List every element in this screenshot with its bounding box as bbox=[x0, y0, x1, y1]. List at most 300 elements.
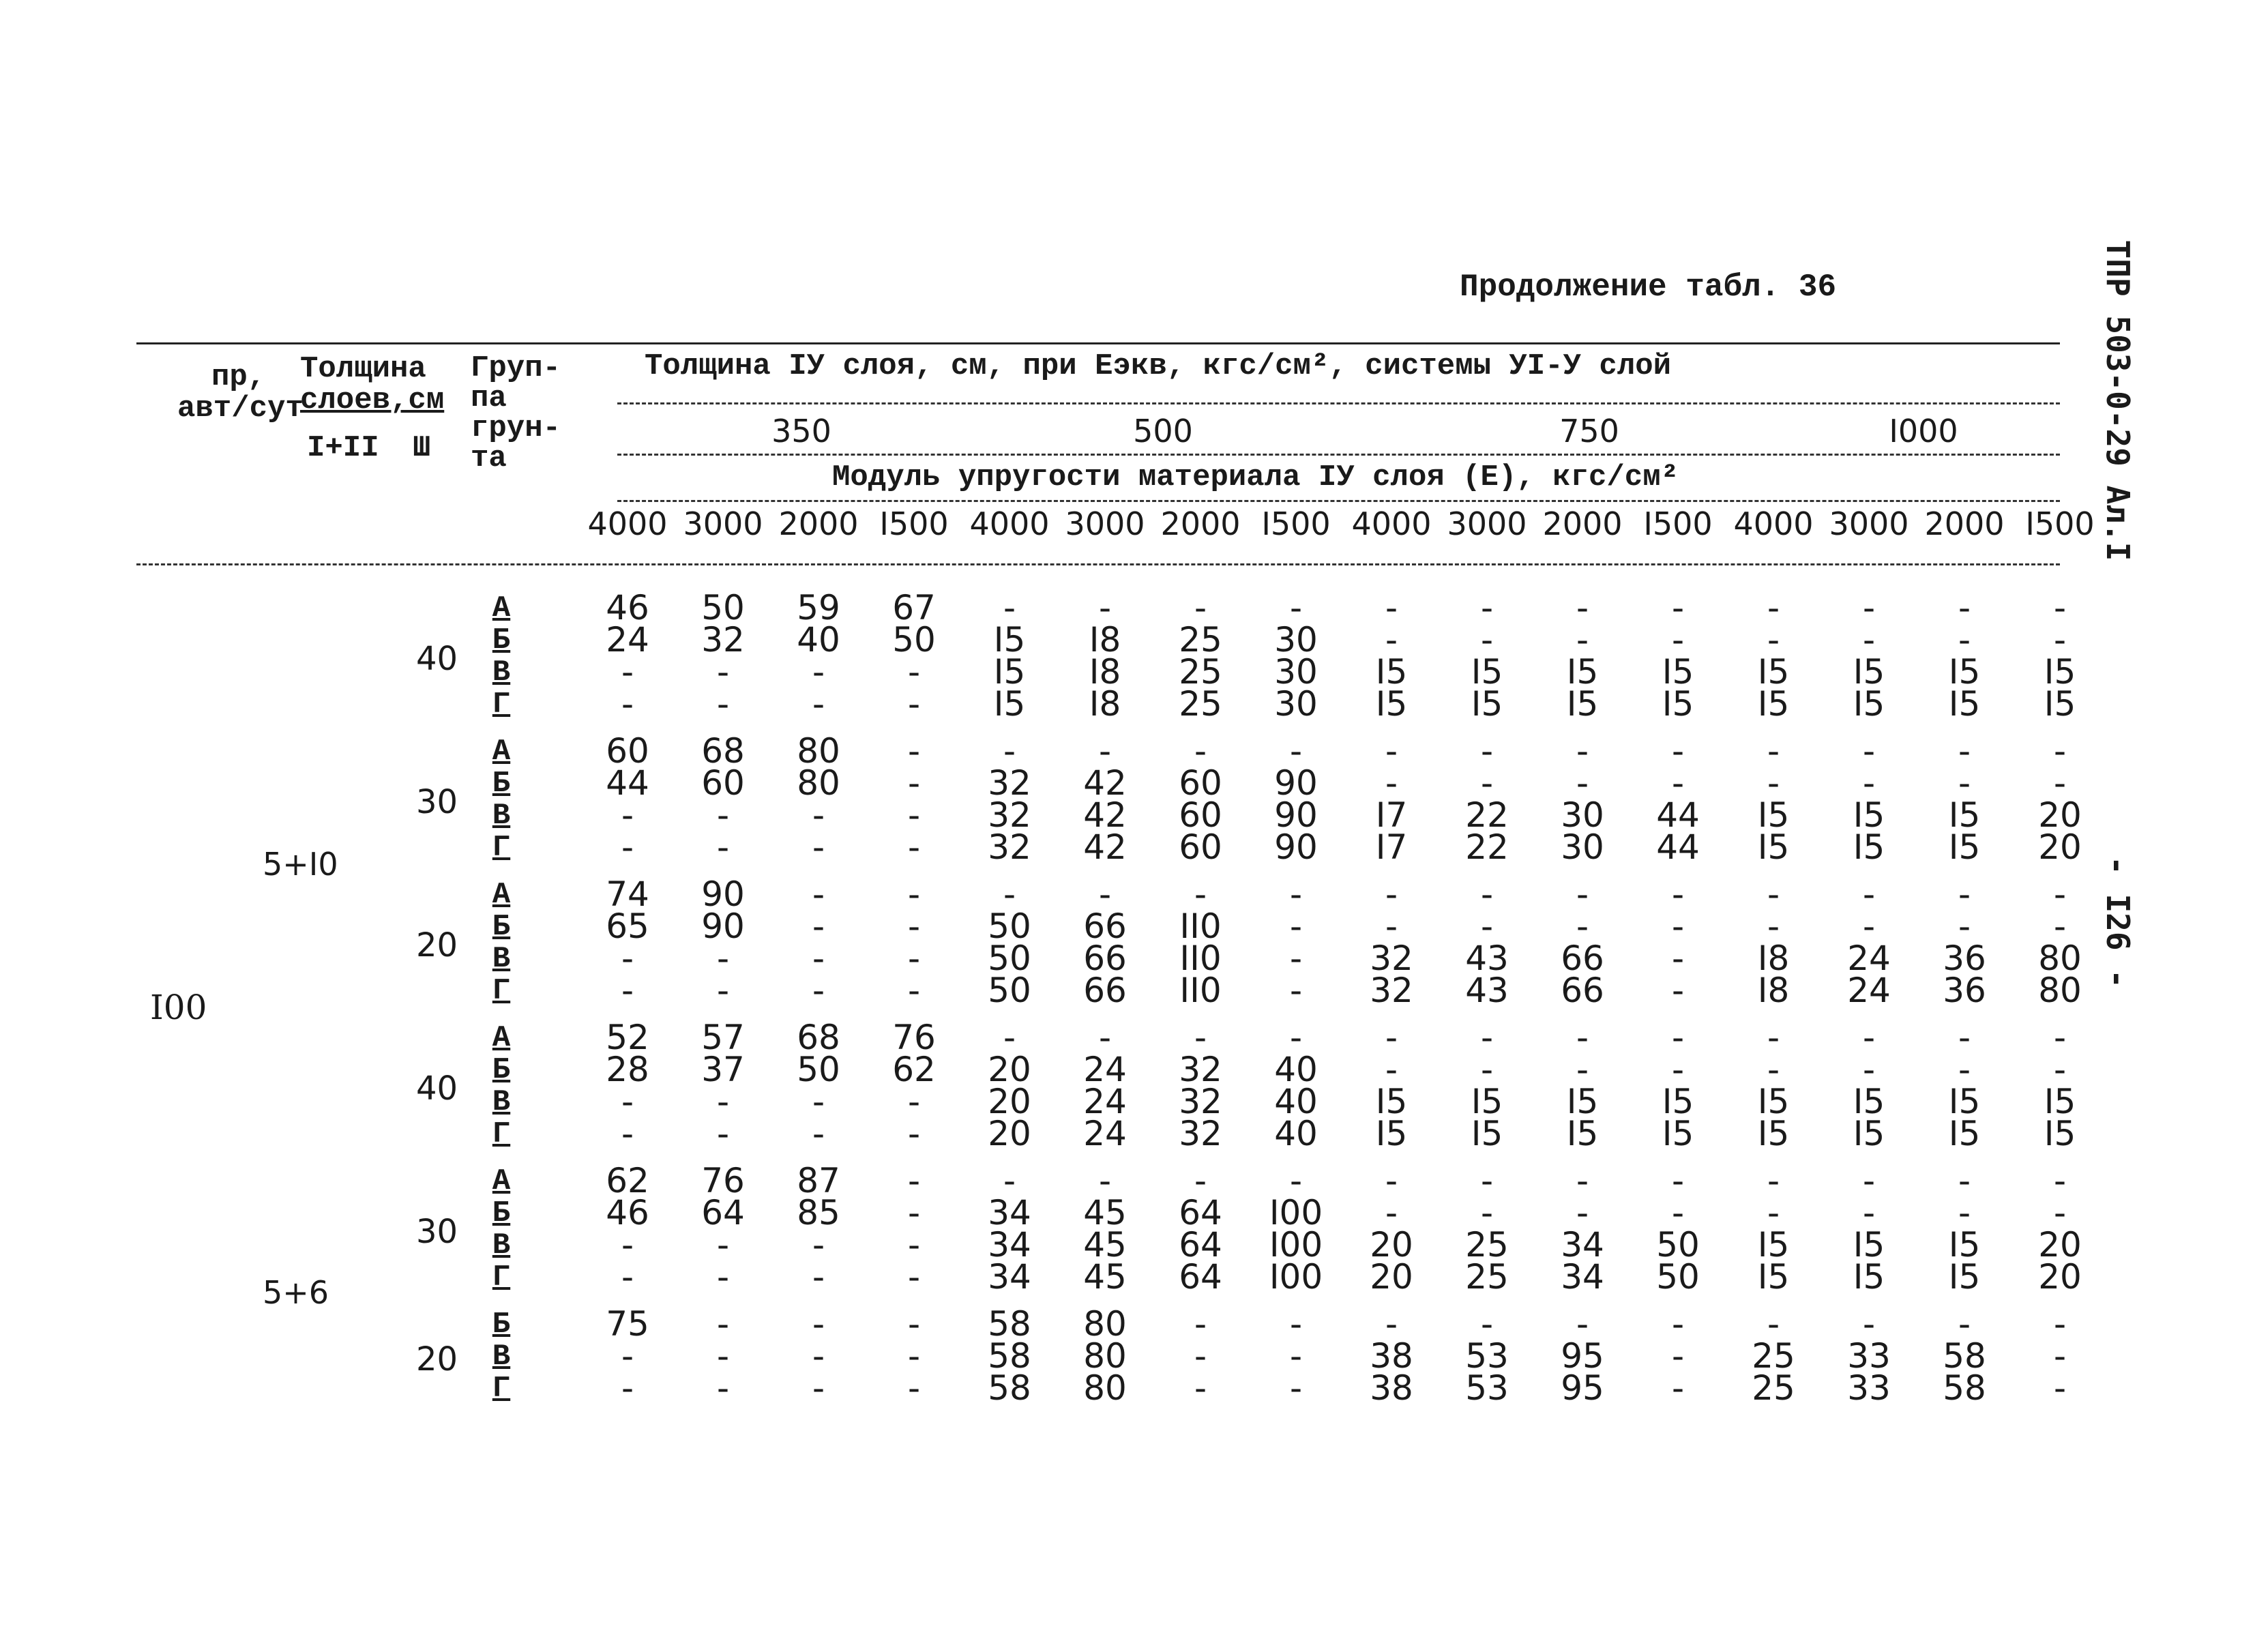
table-cell: - bbox=[812, 971, 825, 1010]
eekv-value-350: 350 bbox=[771, 413, 831, 449]
table-cell: - bbox=[716, 1368, 730, 1408]
table-cell: - bbox=[1480, 588, 1494, 628]
soil-group-label: А bbox=[492, 591, 511, 625]
table-cell: 58 bbox=[988, 1368, 1031, 1408]
table-cell: 87 bbox=[797, 1161, 840, 1200]
table-cell: - bbox=[1194, 731, 1207, 771]
modulus-rule-top bbox=[617, 454, 2060, 456]
table-cell: - bbox=[2053, 1193, 2067, 1233]
table-cell: - bbox=[1671, 763, 1685, 803]
table-cell: - bbox=[1385, 763, 1398, 803]
table-cell: 60 bbox=[701, 763, 745, 803]
modulus-header-cell: 2000 bbox=[1160, 505, 1241, 542]
table-cell: 60 bbox=[1179, 795, 1222, 835]
table-cell: 34 bbox=[988, 1193, 1031, 1233]
table-cell: I7 bbox=[1375, 827, 1408, 867]
table-cell: - bbox=[1576, 906, 1589, 946]
table-cell: 75 bbox=[606, 1304, 649, 1344]
table-cell: 95 bbox=[1561, 1368, 1604, 1408]
table-cell: 74 bbox=[606, 874, 649, 914]
col-group-line1: Груп- bbox=[471, 351, 561, 385]
table-cell: 38 bbox=[1370, 1368, 1413, 1408]
table-cell: 24 bbox=[1083, 1050, 1127, 1089]
modulus-header-cell: I500 bbox=[2025, 505, 2095, 542]
table-cell: - bbox=[812, 652, 825, 692]
table-cell: - bbox=[1385, 1161, 1398, 1200]
modulus-header-cell: 2000 bbox=[778, 505, 859, 542]
table-cell: - bbox=[1862, 731, 1876, 771]
table-cell: - bbox=[716, 939, 730, 978]
table-cell: I5 bbox=[1948, 1114, 1981, 1153]
table-cell: 32 bbox=[1179, 1050, 1222, 1089]
table-cell: 90 bbox=[701, 906, 745, 946]
table-cell: 59 bbox=[797, 588, 840, 628]
table-cell: - bbox=[1958, 1193, 1971, 1233]
table-cell: 58 bbox=[1943, 1336, 1986, 1376]
table-cell: I5 bbox=[1375, 652, 1408, 692]
table-cell: - bbox=[1671, 588, 1685, 628]
table-cell: 20 bbox=[988, 1050, 1031, 1089]
table-cell: 25 bbox=[1179, 684, 1222, 724]
table-cell: - bbox=[1958, 874, 1971, 914]
table-cell: - bbox=[1767, 906, 1780, 946]
table-cell: - bbox=[1671, 1304, 1685, 1344]
table-cell: I5 bbox=[1853, 684, 1885, 724]
table-cell: I5 bbox=[2044, 1114, 2076, 1153]
table-cell: I5 bbox=[1566, 1114, 1599, 1153]
table-cell: - bbox=[1767, 1018, 1780, 1057]
table-cell: - bbox=[1576, 588, 1589, 628]
table-cell: 57 bbox=[701, 1018, 745, 1057]
table-cell: - bbox=[716, 795, 730, 835]
table-cell: - bbox=[1958, 763, 1971, 803]
soil-group-label: Б bbox=[492, 910, 511, 944]
table-cell: - bbox=[812, 874, 825, 914]
soil-group-label: Г bbox=[492, 688, 511, 722]
table-cell: II0 bbox=[1179, 906, 1222, 946]
table-cell: I5 bbox=[1375, 1114, 1408, 1153]
col-group-header bbox=[471, 353, 561, 473]
col-traffic-header bbox=[177, 362, 304, 424]
table-cell: 40 bbox=[1274, 1050, 1318, 1089]
soil-group-label: Г bbox=[492, 1372, 511, 1406]
table-cell: 53 bbox=[1465, 1336, 1509, 1376]
table-cell: - bbox=[621, 1082, 634, 1121]
table-cell: - bbox=[812, 795, 825, 835]
table-cell: I8 bbox=[1089, 652, 1121, 692]
table-cell: - bbox=[716, 827, 730, 867]
layer3-thickness: 20 bbox=[416, 926, 458, 964]
col-group-line3: грун- bbox=[471, 411, 561, 445]
table-cell: - bbox=[1194, 588, 1207, 628]
table-cell: I8 bbox=[1089, 620, 1121, 660]
table-cell: 64 bbox=[1179, 1225, 1222, 1265]
table-cell: 30 bbox=[1274, 684, 1318, 724]
table-cell: 62 bbox=[892, 1050, 936, 1089]
table-cell: 32 bbox=[1179, 1114, 1222, 1153]
modulus-rule-bottom bbox=[617, 500, 2060, 502]
table-cell: - bbox=[1862, 1193, 1876, 1233]
table-cell: 34 bbox=[1561, 1225, 1604, 1265]
table-cell: - bbox=[1480, 1193, 1494, 1233]
table-cell: - bbox=[621, 652, 634, 692]
table-cell: - bbox=[1767, 1161, 1780, 1200]
table-cell: - bbox=[1194, 1336, 1207, 1376]
table-cell: - bbox=[1289, 971, 1303, 1010]
table-cell: - bbox=[1289, 1161, 1303, 1200]
table-cell: - bbox=[1958, 588, 1971, 628]
table-cell: I5 bbox=[1948, 1225, 1981, 1265]
table-cell: I5 bbox=[2044, 684, 2076, 724]
table-cell: - bbox=[907, 652, 921, 692]
table-cell: I5 bbox=[1566, 1082, 1599, 1121]
table-cell: - bbox=[2053, 1050, 2067, 1089]
table-cell: - bbox=[716, 1304, 730, 1344]
table-cell: - bbox=[1671, 1193, 1685, 1233]
table-cell: - bbox=[907, 827, 921, 867]
col-thickness-line2: слоев,см bbox=[300, 383, 445, 418]
modulus-header-cell: 3000 bbox=[1447, 505, 1527, 542]
table-cell: 20 bbox=[1370, 1257, 1413, 1297]
table-cell: 24 bbox=[606, 620, 649, 660]
table-cell: - bbox=[907, 971, 921, 1010]
table-cell: 90 bbox=[1274, 795, 1318, 835]
table-cell: - bbox=[2053, 1161, 2067, 1200]
table-cell: - bbox=[621, 795, 634, 835]
table-cell: - bbox=[2053, 763, 2067, 803]
table-cell: - bbox=[907, 763, 921, 803]
table-cell: I5 bbox=[1757, 1257, 1790, 1297]
table-cell: 45 bbox=[1083, 1225, 1127, 1265]
table-cell: - bbox=[2053, 906, 2067, 946]
table-cell: 43 bbox=[1465, 971, 1509, 1010]
soil-group-label: В bbox=[492, 942, 511, 976]
table-cell: - bbox=[1576, 1161, 1589, 1200]
table-cell: - bbox=[716, 684, 730, 724]
table-cell: - bbox=[1576, 874, 1589, 914]
table-cell: - bbox=[1289, 1018, 1303, 1057]
table-cell: 50 bbox=[988, 906, 1031, 946]
table-cell: - bbox=[1289, 874, 1303, 914]
table-cell: - bbox=[907, 795, 921, 835]
table-cell: - bbox=[907, 1193, 921, 1233]
table-cell: - bbox=[907, 939, 921, 978]
table-cell: - bbox=[1289, 1368, 1303, 1408]
table-cell: 58 bbox=[988, 1304, 1031, 1344]
table-cell: 25 bbox=[1465, 1257, 1509, 1297]
table-cell: - bbox=[907, 1082, 921, 1121]
soil-group-label: Б bbox=[492, 1308, 511, 1342]
table-cell: - bbox=[812, 827, 825, 867]
table-cell: - bbox=[1003, 874, 1016, 914]
table-cell: 80 bbox=[2038, 971, 2082, 1010]
table-cell: 44 bbox=[1656, 827, 1700, 867]
table-cell: - bbox=[1862, 1018, 1876, 1057]
table-cell: - bbox=[716, 971, 730, 1010]
table-cell: - bbox=[1767, 731, 1780, 771]
table-cell: 22 bbox=[1465, 827, 1509, 867]
table-cell: 76 bbox=[892, 1018, 936, 1057]
table-cell: - bbox=[812, 1368, 825, 1408]
table-cell: - bbox=[621, 1257, 634, 1297]
table-cell: 80 bbox=[2038, 939, 2082, 978]
table-cell: 20 bbox=[2038, 827, 2082, 867]
table-cell: 65 bbox=[606, 906, 649, 946]
table-cell: - bbox=[2053, 1336, 2067, 1376]
header-top-rule bbox=[136, 342, 2060, 344]
table-cell: - bbox=[1385, 1018, 1398, 1057]
soil-group-label: Г bbox=[492, 831, 511, 865]
table-cell: - bbox=[1289, 906, 1303, 946]
table-cell: 85 bbox=[797, 1193, 840, 1233]
table-cell: 45 bbox=[1083, 1193, 1127, 1233]
table-cell: 50 bbox=[1656, 1225, 1700, 1265]
col-group-line4: та bbox=[471, 441, 507, 475]
table-cell: - bbox=[1003, 588, 1016, 628]
soil-group-label: Б bbox=[492, 623, 511, 658]
table-cell: 44 bbox=[1656, 795, 1700, 835]
table-cell: I5 bbox=[1662, 684, 1694, 724]
table-cell: 24 bbox=[1847, 939, 1891, 978]
table-cell: - bbox=[907, 731, 921, 771]
table-cell: 42 bbox=[1083, 827, 1127, 867]
table-cell: - bbox=[1576, 1050, 1589, 1089]
table-cell: 24 bbox=[1847, 971, 1891, 1010]
table-cell: I5 bbox=[2044, 652, 2076, 692]
table-cell: - bbox=[1480, 874, 1494, 914]
table-cell: - bbox=[1862, 1304, 1876, 1344]
table-cell: - bbox=[1289, 1304, 1303, 1344]
table-cell: - bbox=[1671, 971, 1685, 1010]
table-cell: I5 bbox=[1662, 652, 1694, 692]
table-cell: I5 bbox=[1757, 795, 1790, 835]
table-cell: 50 bbox=[701, 588, 745, 628]
table-cell: I5 bbox=[1853, 1114, 1885, 1153]
table-cell: 50 bbox=[892, 620, 936, 660]
table-cell: - bbox=[812, 1257, 825, 1297]
table-cell: - bbox=[1767, 1050, 1780, 1089]
table-cell: - bbox=[812, 1225, 825, 1265]
table-cell: - bbox=[1576, 1304, 1589, 1344]
table-cell: 22 bbox=[1465, 795, 1509, 835]
table-cell: 34 bbox=[1561, 1257, 1604, 1297]
table-cell: - bbox=[621, 1336, 634, 1376]
table-cell: - bbox=[1480, 731, 1494, 771]
table-cell: 50 bbox=[988, 939, 1031, 978]
table-cell: 62 bbox=[606, 1161, 649, 1200]
table-cell: I5 bbox=[1948, 795, 1981, 835]
layers-12-block-1: 5+I0 bbox=[263, 846, 338, 883]
table-cell: - bbox=[907, 1114, 921, 1153]
table-cell: - bbox=[1958, 620, 1971, 660]
table-cell: 90 bbox=[701, 874, 745, 914]
table-cell: - bbox=[1576, 731, 1589, 771]
table-cell: I5 bbox=[1757, 1114, 1790, 1153]
col-traffic-line1: пр, bbox=[211, 360, 266, 394]
table-cell: - bbox=[716, 1257, 730, 1297]
layer3-thickness: 30 bbox=[416, 1213, 458, 1251]
table-cell: - bbox=[1767, 874, 1780, 914]
table-cell: 38 bbox=[1370, 1336, 1413, 1376]
soil-group-label: В bbox=[492, 1085, 511, 1119]
soil-group-label: Г bbox=[492, 1260, 511, 1295]
table-cell: - bbox=[907, 1225, 921, 1265]
table-cell: - bbox=[1671, 906, 1685, 946]
table-cell: - bbox=[621, 971, 634, 1010]
table-cell: 20 bbox=[2038, 795, 2082, 835]
table-cell: 42 bbox=[1083, 795, 1127, 835]
doc-code: ТПР 503-0-29 Ал.I bbox=[2099, 239, 2136, 561]
table-cell: I5 bbox=[1948, 827, 1981, 867]
table-cell: - bbox=[2053, 588, 2067, 628]
table-cell: - bbox=[1480, 763, 1494, 803]
table-cell: I5 bbox=[1757, 652, 1790, 692]
modulus-header-cell: 3000 bbox=[1829, 505, 1909, 542]
table-cell: - bbox=[1958, 1161, 1971, 1200]
table-cell: - bbox=[2053, 620, 2067, 660]
table-cell: I5 bbox=[993, 684, 1026, 724]
table-cell: 32 bbox=[1370, 939, 1413, 978]
table-cell: - bbox=[1385, 906, 1398, 946]
table-cell: 80 bbox=[1083, 1304, 1127, 1344]
table-cell: I5 bbox=[1757, 1082, 1790, 1121]
table-cell: - bbox=[1385, 874, 1398, 914]
table-cell: - bbox=[1958, 906, 1971, 946]
table-cell: 25 bbox=[1179, 620, 1222, 660]
table-cell: 80 bbox=[1083, 1336, 1127, 1376]
table-cell: I5 bbox=[1757, 1225, 1790, 1265]
table-cell: - bbox=[907, 906, 921, 946]
table-cell: 90 bbox=[1274, 827, 1318, 867]
table-cell: - bbox=[1671, 731, 1685, 771]
table-cell: - bbox=[1098, 1161, 1112, 1200]
page-number: - I26 - bbox=[2099, 856, 2136, 988]
table-cell: - bbox=[1671, 1336, 1685, 1376]
table-cell: - bbox=[1194, 1018, 1207, 1057]
table-cell: 76 bbox=[701, 1161, 745, 1200]
table-cell: 30 bbox=[1561, 827, 1604, 867]
table-cell: - bbox=[1671, 939, 1685, 978]
table-cell: 46 bbox=[606, 588, 649, 628]
table-cell: - bbox=[907, 1336, 921, 1376]
table-cell: 32 bbox=[1370, 971, 1413, 1010]
continuation-title: Продолжение табл. 36 bbox=[1460, 269, 1837, 305]
soil-group-label: Б bbox=[492, 1196, 511, 1230]
table-cell: - bbox=[621, 827, 634, 867]
col-thickness-sub-iii: Ш bbox=[413, 431, 431, 465]
table-cell: - bbox=[1576, 620, 1589, 660]
header-bottom-rule bbox=[136, 563, 2060, 565]
table-cell: 50 bbox=[797, 1050, 840, 1089]
table-cell: 25 bbox=[1752, 1368, 1795, 1408]
table-cell: I00 bbox=[1269, 1257, 1323, 1297]
table-cell: - bbox=[1767, 620, 1780, 660]
table-cell: - bbox=[1671, 1368, 1685, 1408]
table-cell: I8 bbox=[1757, 971, 1790, 1010]
table-cell: - bbox=[1194, 1304, 1207, 1344]
table-cell: - bbox=[812, 1082, 825, 1121]
table-cell: I5 bbox=[1948, 1082, 1981, 1121]
table-cell: 95 bbox=[1561, 1336, 1604, 1376]
col-thickness-header bbox=[300, 353, 444, 416]
table-cell: - bbox=[621, 1114, 634, 1153]
table-cell: 32 bbox=[988, 763, 1031, 803]
table-cell: - bbox=[1862, 1161, 1876, 1200]
table-cell: 20 bbox=[1370, 1225, 1413, 1265]
table-cell: 43 bbox=[1465, 939, 1509, 978]
table-cell: 30 bbox=[1274, 620, 1318, 660]
margin-labels bbox=[2097, 239, 2138, 1255]
table-cell: 36 bbox=[1943, 939, 1986, 978]
table-cell: - bbox=[1194, 874, 1207, 914]
table-cell: 66 bbox=[1561, 939, 1604, 978]
table-cell: I7 bbox=[1375, 795, 1408, 835]
table-cell: I5 bbox=[1757, 684, 1790, 724]
table-cell: - bbox=[1862, 874, 1876, 914]
table-cell: I5 bbox=[1757, 827, 1790, 867]
table-cell: I5 bbox=[1662, 1082, 1694, 1121]
table-cell: - bbox=[1098, 588, 1112, 628]
table-cell: - bbox=[1480, 1050, 1494, 1089]
table-cell: I5 bbox=[1471, 652, 1503, 692]
table-cell: - bbox=[1576, 763, 1589, 803]
table-cell: 80 bbox=[1083, 1368, 1127, 1408]
table-cell: - bbox=[1289, 588, 1303, 628]
eekv-value-1000: I000 bbox=[1889, 413, 1958, 449]
table-cell: - bbox=[1671, 1018, 1685, 1057]
table-cell: - bbox=[1098, 874, 1112, 914]
col-traffic-line2: авт/сут bbox=[177, 392, 304, 426]
table-cell: - bbox=[1385, 1193, 1398, 1233]
table-cell: - bbox=[1385, 588, 1398, 628]
table-cell: - bbox=[1098, 1018, 1112, 1057]
table-cell: - bbox=[2053, 731, 2067, 771]
table-cell: - bbox=[1385, 1304, 1398, 1344]
table-cell: 20 bbox=[988, 1082, 1031, 1121]
table-cell: 32 bbox=[988, 795, 1031, 835]
soil-group-label: Г bbox=[492, 1117, 511, 1151]
table-cell: I5 bbox=[1662, 1114, 1694, 1153]
table-cell: - bbox=[907, 684, 921, 724]
table-cell: - bbox=[1480, 906, 1494, 946]
table-cell: 33 bbox=[1847, 1336, 1891, 1376]
table-cell: 20 bbox=[2038, 1225, 2082, 1265]
soil-group-label: Б bbox=[492, 767, 511, 801]
table-cell: 66 bbox=[1083, 939, 1127, 978]
table-cell: 32 bbox=[988, 827, 1031, 867]
table-cell: I5 bbox=[993, 652, 1026, 692]
table-cell: I5 bbox=[1853, 652, 1885, 692]
table-cell: - bbox=[907, 1304, 921, 1344]
layer3-thickness: 30 bbox=[416, 783, 458, 821]
table-cell: - bbox=[2053, 1018, 2067, 1057]
traffic-value: I00 bbox=[150, 988, 207, 1027]
modulus-header-cell: 3000 bbox=[1065, 505, 1145, 542]
table-cell: I5 bbox=[1471, 684, 1503, 724]
table-cell: - bbox=[1385, 731, 1398, 771]
table-cell: - bbox=[907, 1368, 921, 1408]
table-cell: - bbox=[1862, 906, 1876, 946]
layer3-thickness: 40 bbox=[416, 1070, 458, 1108]
table-cell: 33 bbox=[1847, 1368, 1891, 1408]
table-cell: II0 bbox=[1179, 939, 1222, 978]
table-cell: - bbox=[1958, 1050, 1971, 1089]
modulus-header-cell: 4000 bbox=[587, 505, 668, 542]
col-group-line2: па bbox=[471, 381, 507, 415]
table-cell: - bbox=[1767, 1193, 1780, 1233]
table-cell: - bbox=[812, 906, 825, 946]
table-cell: - bbox=[1862, 763, 1876, 803]
